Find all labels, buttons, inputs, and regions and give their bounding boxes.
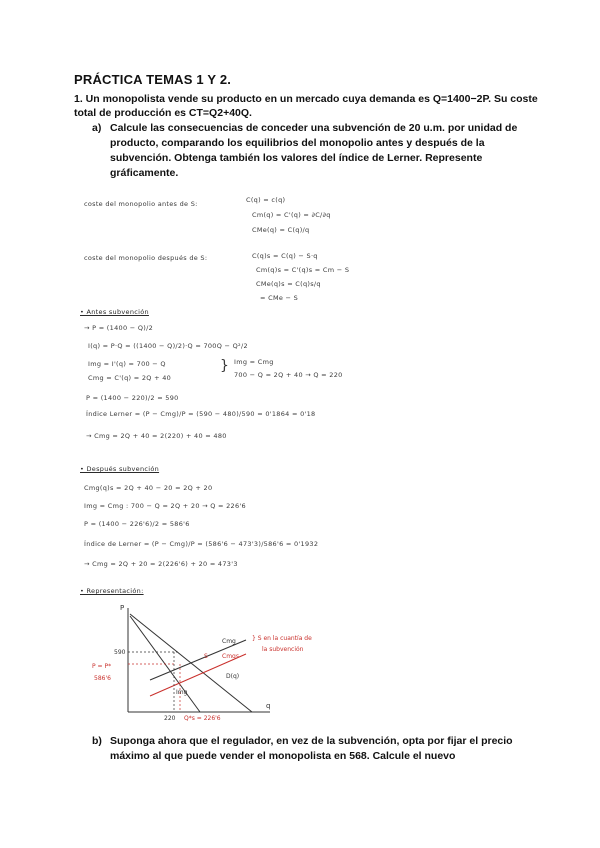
price-586-label: 586'6 — [94, 675, 111, 682]
hw-after-1: Cmg(q)s = 2Q + 40 − 20 = 2Q + 20 — [84, 484, 213, 492]
document-page: PRÁCTICA TEMAS 1 Y 2. 1. Un monopolista vende su producto en un mercado cuya demanda es Q=1400−2P. Su coste total de producción es CT=Q2+40Q. a) Calcule las consecuencias de conceder una subvención de 20 u.m. por unidad de producto, comparando los equilibrios del monopolio antes y después de la subvención. Obtenga también los valores del índice de Lerner. Represente gráficamente. coste del monopolio antes de S: C(q) = c(q) Cm(q) = C'(q) = ∂C/∂q CMe(q) = C(q)/q coste del monopolio después de S: C(q)s = C(q) − S·q Cm(q)s = C'(q)s = Cm − S CMe(q)s = C(q)s/q = CMe − S • Antes subvención → P = (1400 − Q)/2 I(q) = P·Q = ((1400 − Q)/2)·Q = 700Q − Q²/2 Img = I'(q) = 700 − Q Cmg = C'(q) = 2Q + 40 } Img = Cmg 700 − Q = 2Q + 40 → Q = 220 P = (1400 − 220)/2 = 590 Índice Lerner = (P − Cmg)/P = (590 − 480)/590 = 0'1864 = 0'18 → Cmg = 2Q + 40 = 2(220) + 40 = 480 • Después subvención Cmg(q)s = 2Q + 40 − 20 = 2Q + 20 Img = Cmg : 700 − Q = 2Q + 20 → Q = 226'6 P = (1400 − 226'6)/2 = 586'6 Índice de Lerner = (P − Cmg)/P = (586'6 − 473'3)/586'6 = 0'1932 → Cmg = 2Q + 20 = 2(226'6) + 20 = 473'3 • Representación: P q D(q) Img Cmg Cmgs S } S en la cuantía de la subvención 590 P = P* 586'6 220 Q*s = 226'6 b) Suponga ahora que el regulador, en vez de la subvención, opta por fijar el precio máximo al que puede vender el monopolista en 568. Calcule el nuevo — [0, 0, 600, 848]
hw-after-heading: • Después subvención — [80, 465, 160, 473]
question-b-label: b) — [92, 735, 102, 747]
img-label: Img — [176, 689, 188, 696]
demand-label: D(q) — [226, 673, 240, 680]
question-a-text: Calcule las consecuencias de conceder una subvención de 20 u.m. por unidad de producto, comparando los equilibrios del monopolio antes y después de la subvención. Obtenga también los valores del índice de Lerner. Represente gráficamente. — [110, 122, 518, 179]
q-226-label: Q*s = 226'6 — [184, 715, 221, 722]
hw-cost-after-1: C(q)s = C(q) − S·q — [252, 252, 318, 260]
hw-before-9: → Cmg = 2Q + 40 = 2(220) + 40 = 480 — [86, 432, 227, 440]
hw-before-heading: • Antes subvención — [80, 308, 149, 316]
q-220-label: 220 — [164, 715, 176, 722]
hw-after-2: Img = Cmg : 700 − Q = 2Q + 20 → Q = 226'6 — [84, 502, 246, 510]
hw-before-8: Índice Lerner = (P − Cmg)/P = (590 − 480)/590 = 0'1864 = 0'18 — [86, 410, 316, 418]
hw-cost-after-label: coste del monopolio después de S: — [84, 254, 208, 262]
price-star-label: P = P* — [92, 663, 112, 670]
subsidy-note-2: la subvención — [262, 646, 304, 653]
cmg-label: Cmg — [222, 638, 236, 645]
subsidy-s-label: S — [204, 653, 208, 660]
question-b-text: Suponga ahora que el regulador, en vez de la subvención, opta por fijar el precio máximo al que puede vender el monopolista en 568. Calcule el nuevo — [110, 735, 513, 762]
hw-after-5: → Cmg = 2Q + 20 = 2(226'6) + 20 = 473'3 — [84, 560, 238, 568]
cmgs-label: Cmgs — [222, 653, 239, 660]
problem-1-statement: 1. Un monopolista vende su producto en un mercado cuya demanda es Q=1400−2P. Su coste total de producción es CT=Q2+40Q. — [74, 93, 538, 119]
hw-before-4: Cmg = C'(q) = 2Q + 40 — [88, 374, 172, 382]
hw-after-3: P = (1400 − 226'6)/2 = 586'6 — [84, 520, 190, 528]
graph-x-label: q — [266, 702, 271, 710]
hw-before-6: 700 − Q = 2Q + 40 → Q = 220 — [234, 371, 343, 379]
hw-cost-before-label: coste del monopolio antes de S: — [84, 200, 198, 208]
hw-after-4: Índice de Lerner = (P − Cmg)/P = (586'6 − 473'3)/586'6 = 0'1932 — [84, 540, 319, 548]
hw-before-5: Img = Cmg — [234, 358, 274, 366]
page-title: PRÁCTICA TEMAS 1 Y 2. — [74, 72, 232, 87]
hw-cost-before-3: CMe(q) = C(q)/q — [252, 226, 310, 234]
question-a-label: a) — [92, 122, 102, 134]
hw-before-3: Img = I'(q) = 700 − Q — [88, 360, 166, 368]
hw-cost-before-2: Cm(q) = C'(q) = ∂C/∂q — [252, 211, 331, 219]
hw-cost-before-1: C(q) = c(q) — [246, 196, 286, 204]
hw-before-7: P = (1400 − 220)/2 = 590 — [86, 394, 179, 402]
hw-cost-after-2: Cm(q)s = C'(q)s = Cm − S — [256, 266, 350, 274]
subsidy-note-1: } S en la cuantía de — [252, 635, 312, 642]
graph-y-label: P — [120, 604, 125, 612]
hw-before-2: I(q) = P·Q = ((1400 − Q)/2)·Q = 700Q − Q²/2 — [88, 342, 248, 350]
hw-cost-after-3: CMe(q)s = C(q)s/q — [256, 280, 321, 288]
price-590-label: 590 — [114, 649, 126, 656]
hw-rep-heading: • Representación: — [80, 587, 144, 595]
hw-before-1: → P = (1400 − Q)/2 — [84, 324, 154, 332]
hw-cost-after-4: = CMe − S — [260, 294, 299, 302]
